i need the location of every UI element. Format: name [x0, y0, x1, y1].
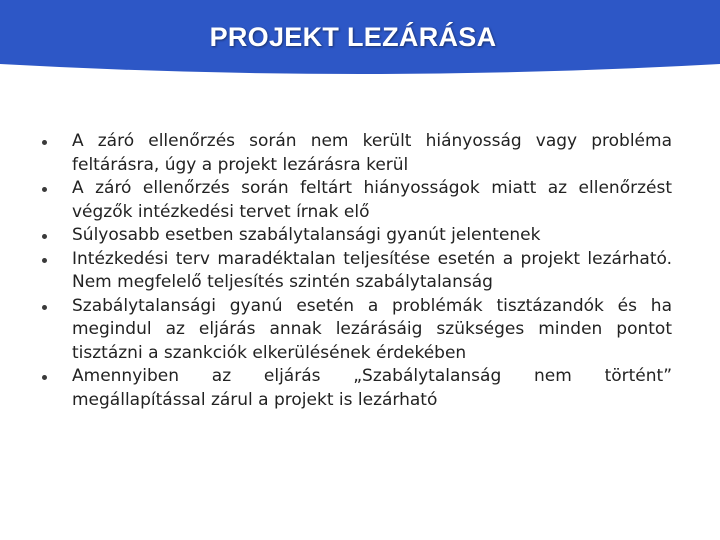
bullet-dot-icon [42, 375, 47, 380]
bullet-list [42, 130, 672, 412]
bullet-text: Intézkedési terv maradéktalan teljesítése esetén a projekt lezárható. Nem megfelelő teljesítés szintén szabálytalanság [72, 248, 672, 292]
bullet-dot-icon [42, 187, 47, 192]
bullet-item [42, 224, 672, 248]
bullet-text: Amennyiben az eljárás „Szabálytalanság nem történt” megállapítással zárul a projekt is lezárható [72, 366, 672, 410]
bullet-text: A záró ellenőrzés során feltárt hiányosságok miatt az ellenőrzést végzők intézkedési tervet írnak elő [72, 178, 672, 222]
bullet-text: Súlyosabb esetben szabálytalansági gyanút jelentenek [72, 225, 541, 245]
bullet-item [42, 248, 672, 295]
bullet-dot-icon [42, 258, 47, 263]
bullet-dot-icon [42, 305, 47, 310]
bullet-item [42, 295, 672, 366]
bullet-item [42, 130, 672, 177]
bullet-item [42, 365, 672, 412]
bullet-item [42, 177, 672, 224]
bullet-dot-icon [42, 234, 47, 239]
bullet-text: A záró ellenőrzés során nem került hiányosság vagy probléma feltárásra, úgy a projekt lezárásra kerül [72, 131, 672, 175]
bullet-dot-icon [42, 140, 47, 145]
slide-title: PROJEKT LEZÁRÁSA [209, 22, 497, 52]
bullet-text: Szabálytalansági gyanú esetén a problémák tisztázandók és ha megindul az eljárás annak lezárásáig szükséges minden pontot tisztázni a szankciók elkerülésének érdekében [72, 295, 672, 363]
